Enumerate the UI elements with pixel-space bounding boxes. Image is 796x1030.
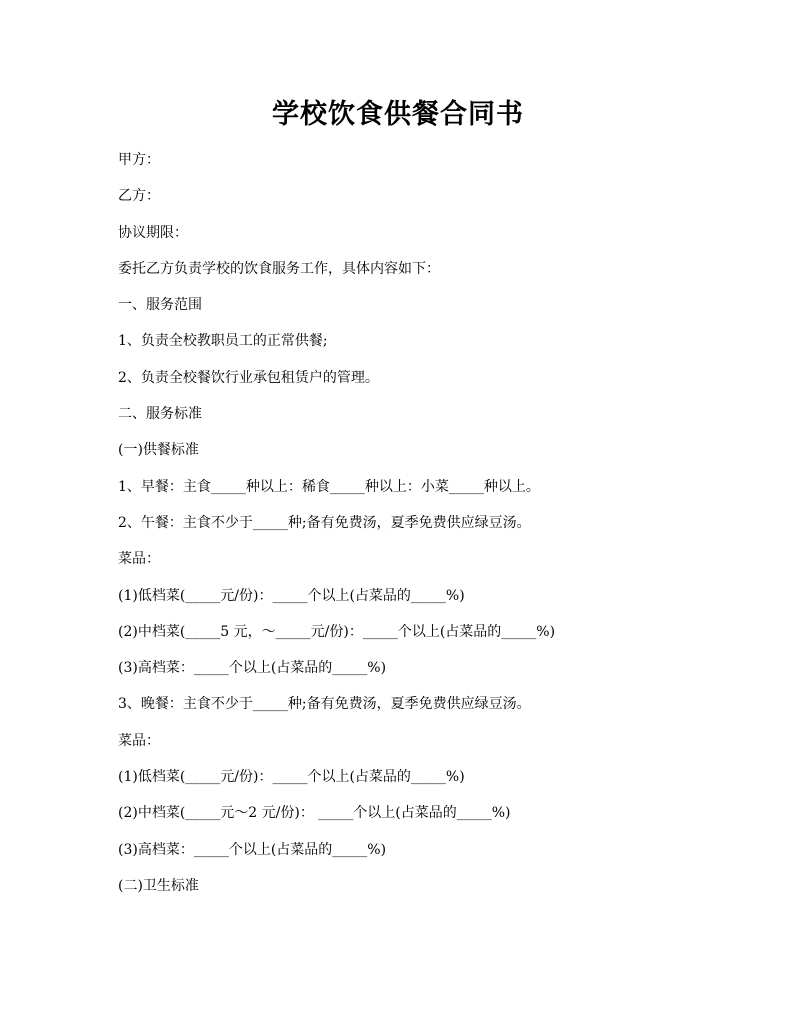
body-paragraph: 2、负责全校餐饮行业承包租赁户的管理。: [118, 369, 379, 386]
party-b-line: 乙方：: [118, 188, 160, 205]
section-heading: 二、服务标准: [118, 406, 202, 423]
body-paragraph: 菜品：: [118, 551, 160, 568]
body-paragraph: 3、晚餐：主食不少于_____种;备有免费汤，夏季免费供应绿豆汤。: [118, 696, 531, 713]
list-item: (1)低档菜(_____元/份)：_____个以上(占菜品的_____%): [118, 769, 465, 786]
party-a-line: 甲方：: [118, 152, 160, 168]
list-item: (2)中档菜(_____5 元，～_____元/份)：_____个以上(占菜品的_____%): [118, 623, 556, 640]
subsection-heading: (一)供餐标准: [118, 442, 199, 459]
list-item: (3)高档菜：_____个以上(占菜品的_____%): [118, 660, 387, 677]
body-paragraph: 1、负责全校教职员工的正常供餐;: [118, 333, 328, 350]
subsection-heading: (二)卫生标准: [118, 877, 199, 894]
list-item: (2)中档菜(_____元～2 元/份)： _____个以上(占菜品的_____%): [118, 805, 511, 822]
document-body: [118, 150, 738, 912]
document-title: 学校饮食供餐合同书: [272, 99, 524, 130]
agreement-term-line: 协议期限：: [118, 224, 188, 241]
list-item: (1)低档菜(_____元/份)：_____个以上(占菜品的_____%): [118, 587, 465, 604]
intro-paragraph: 委托乙方负责学校的饮食服务工作，具体内容如下：: [118, 260, 440, 277]
list-item: (3)高档菜：_____个以上(占菜品的_____%): [118, 841, 387, 858]
body-paragraph: 2、午餐：主食不少于_____种;备有免费汤，夏季免费供应绿豆汤。: [118, 514, 531, 531]
body-paragraph: 菜品：: [118, 732, 160, 749]
section-heading: 一、服务范围: [118, 297, 202, 314]
body-paragraph: 1、早餐：主食_____种以上：稀食_____种以上：小菜_____种以上。: [118, 478, 540, 495]
